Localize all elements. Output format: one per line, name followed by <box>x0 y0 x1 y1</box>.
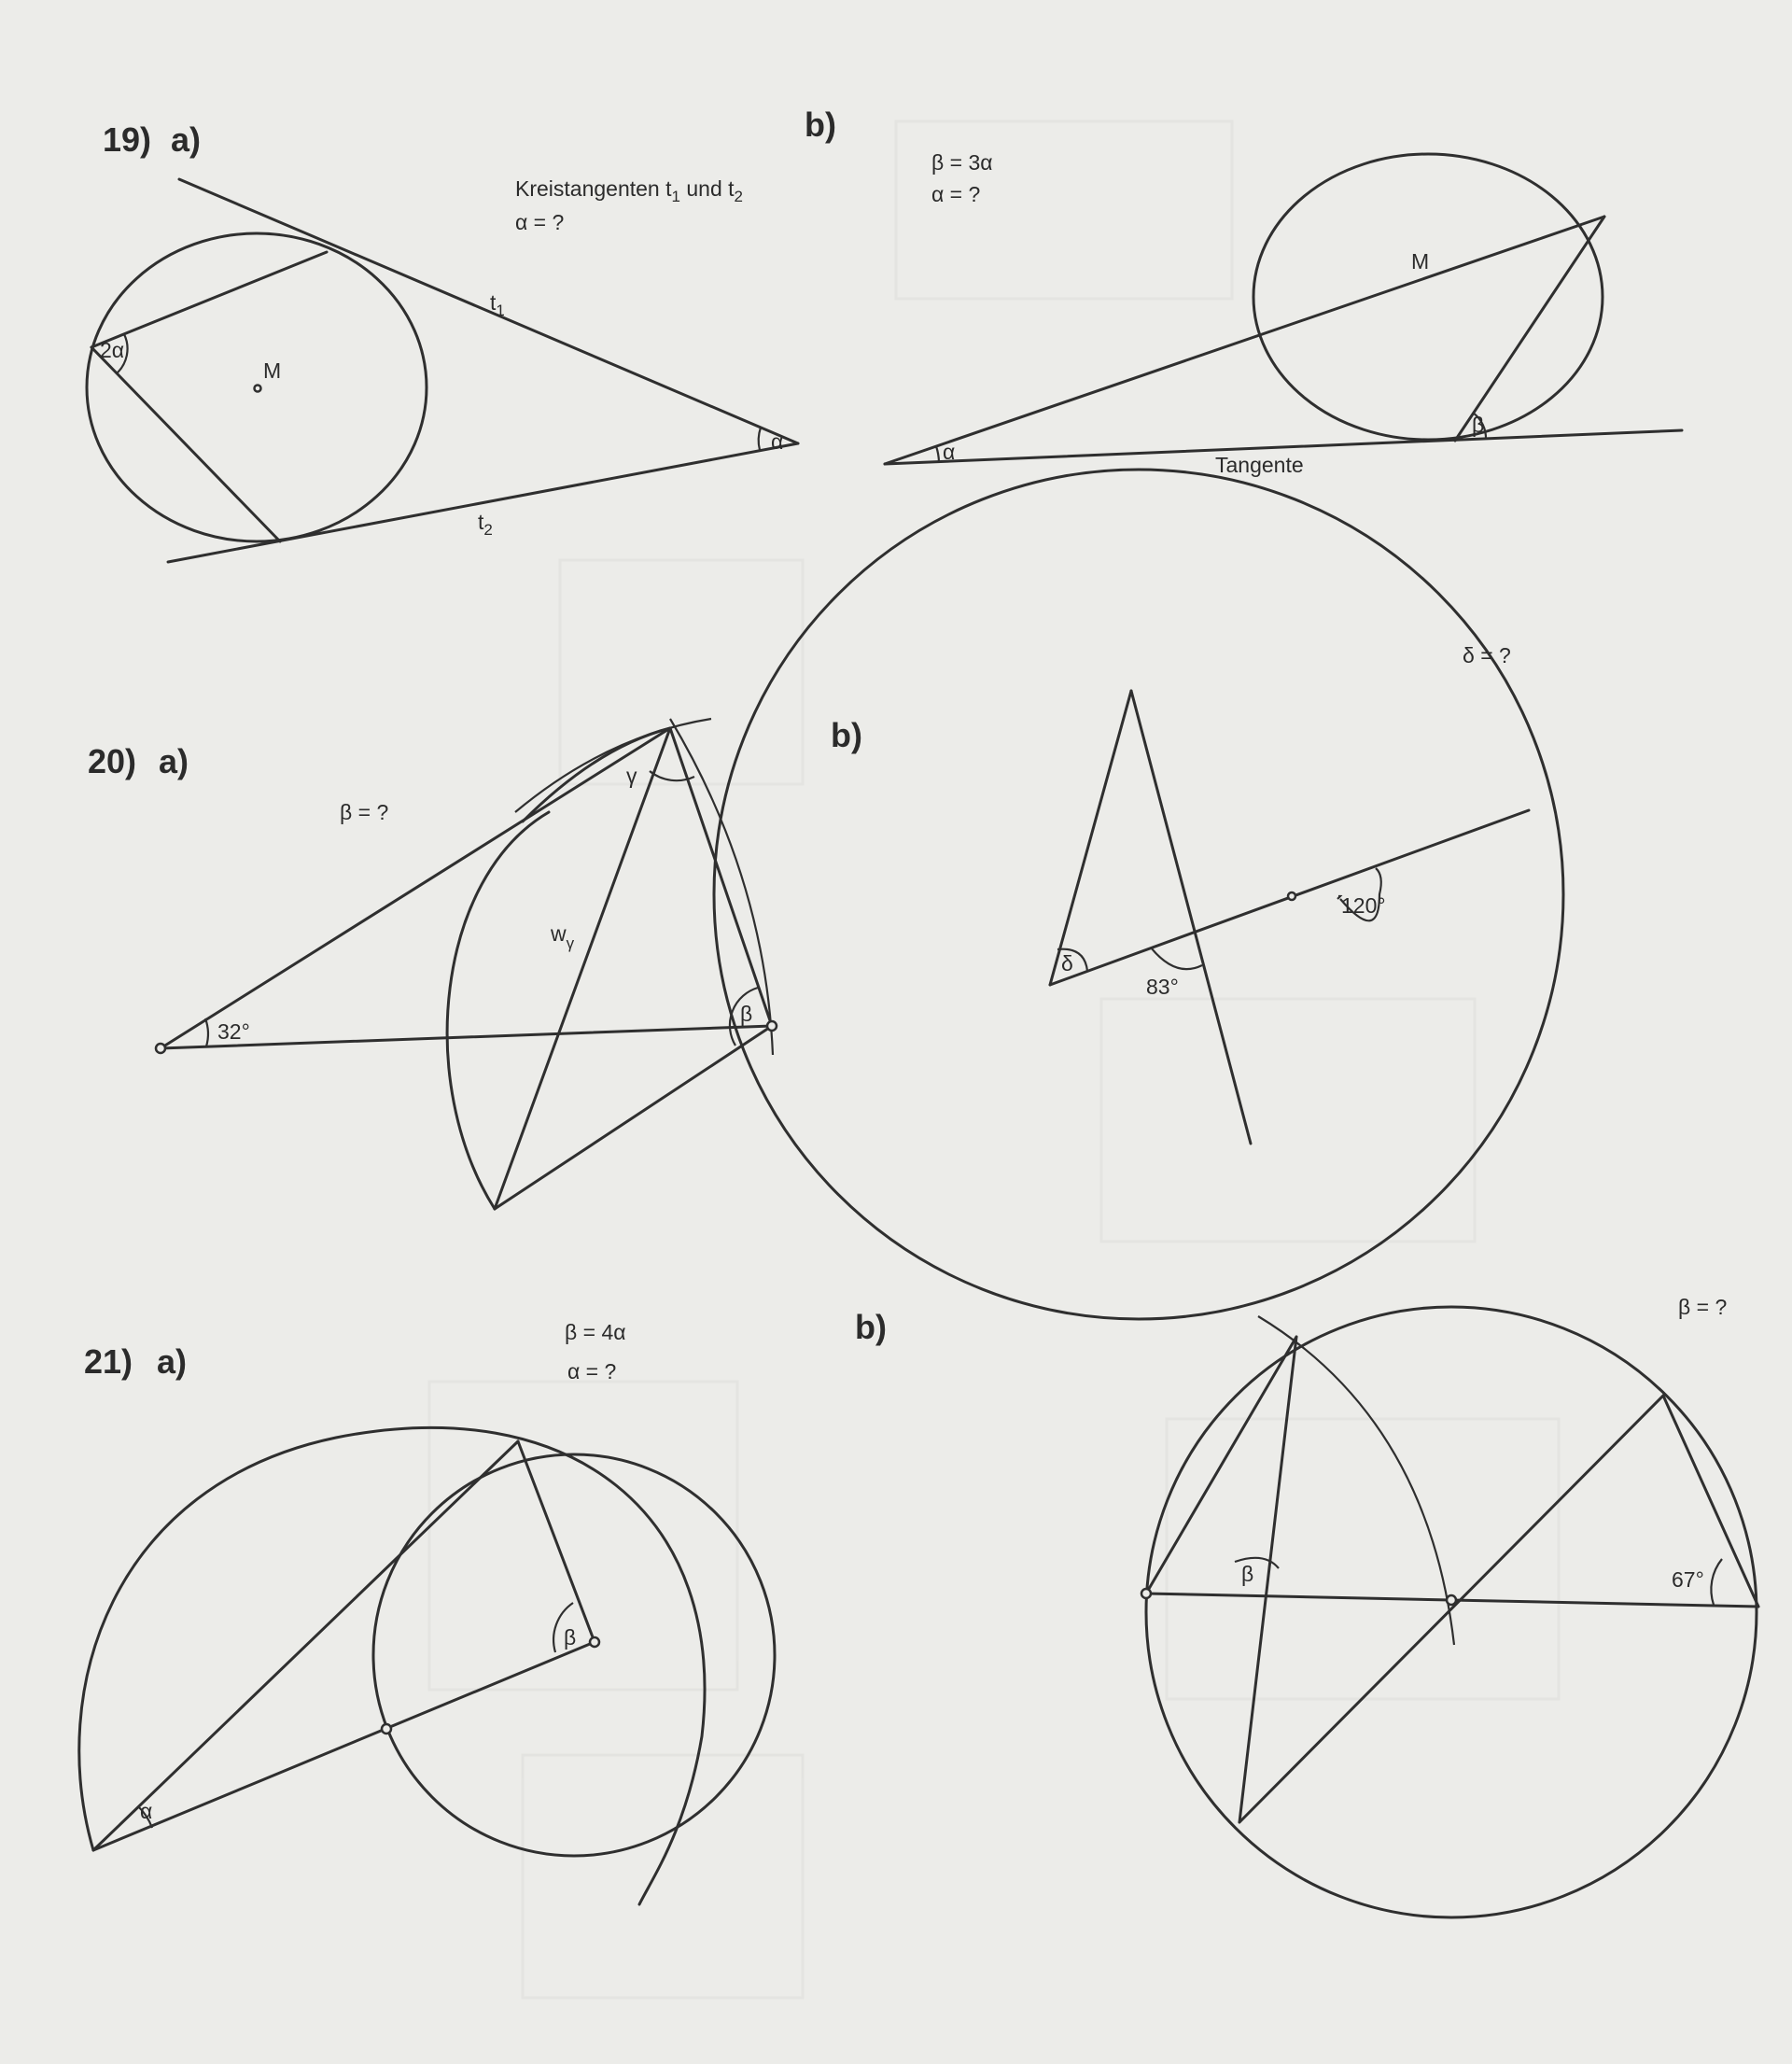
angle-arc-32 <box>205 1018 208 1046</box>
secant-20a <box>161 728 670 1048</box>
chord-19a-lower <box>91 347 280 541</box>
bisector-w-gamma <box>495 728 670 1209</box>
circle-21a <box>373 1454 775 1856</box>
side-20a-bottom <box>495 1026 772 1209</box>
side-20a-right <box>670 728 772 1026</box>
task-19 <box>87 105 1682 562</box>
question-21b: β = ? <box>1678 1295 1728 1319</box>
chord-21b-top-left <box>1146 1337 1296 1594</box>
task-19-part-b-label: b) <box>805 105 836 144</box>
task-20-part-a-label: a) <box>159 742 189 780</box>
task-20-number: 20) <box>88 742 137 780</box>
given-19b: β = 3α <box>931 150 993 175</box>
radius-21a <box>518 1441 595 1642</box>
task-20 <box>88 470 1563 1319</box>
figure-19a <box>87 179 798 562</box>
circle-arc-20a <box>447 812 549 1209</box>
question-20a: β = ? <box>340 800 389 824</box>
given-21a: β = 4α <box>565 1320 626 1344</box>
angle-arc-alpha-19a <box>759 428 761 450</box>
chord-19b <box>1455 217 1604 441</box>
tangent-label-t1: $t_1$ <box>490 290 505 319</box>
chord-21a-long <box>93 1441 518 1850</box>
angle-arc-120 <box>1337 896 1340 899</box>
tangent-t2 <box>168 443 798 562</box>
task-21-part-b-label: b) <box>855 1308 887 1346</box>
figure-20a <box>156 719 777 1209</box>
question-21a: α = ? <box>567 1359 617 1383</box>
task-21 <box>79 1295 1758 1917</box>
angle-arc-83 <box>1151 948 1202 969</box>
angle-label-alpha-19b: α <box>943 440 956 464</box>
figure-21b <box>1141 1307 1758 1917</box>
task-21-part-a-label: a) <box>157 1342 188 1381</box>
large-arc-21a <box>79 1427 705 1904</box>
angle-label-gamma: γ <box>626 764 637 788</box>
angle-label-alpha-19a: α <box>771 429 784 454</box>
given-tangents-label: Kreistangenten $t_1$ und $t_2$ <box>515 176 743 205</box>
center-label-19a: M <box>263 358 282 383</box>
task-19-number: 19) <box>103 120 152 159</box>
bleed-through-background <box>429 121 1559 1998</box>
angle-label-beta-20a: β <box>740 1002 753 1026</box>
angle-arc-alpha-19b <box>936 446 939 462</box>
task-19-part-a-label: a) <box>171 120 202 159</box>
center-label-19b: M <box>1411 249 1430 274</box>
bisector-label: $w_\gamma$ <box>551 921 575 952</box>
question-20b: δ = ? <box>1463 643 1511 667</box>
point-21b-left <box>1141 1589 1151 1598</box>
figure-21a <box>79 1427 775 1904</box>
angle-label-alpha-21a: α <box>140 1799 153 1823</box>
diameter-21b-diagonal <box>1239 1396 1663 1822</box>
angle-label-2alpha: 2α <box>100 338 125 362</box>
task-20-part-b-label: b) <box>831 716 862 754</box>
angle-label-67: 67° <box>1672 1567 1704 1592</box>
angle-label-83: 83° <box>1146 975 1179 999</box>
figure-19b <box>885 154 1682 464</box>
angle-label-beta-21b: β <box>1241 1562 1254 1586</box>
angle-arc-67 <box>1711 1559 1722 1605</box>
tangent-t1 <box>179 179 798 443</box>
line-21a-to-center <box>93 1642 595 1850</box>
angle-label-beta-19b: β <box>1472 413 1485 437</box>
chord-19a-upper <box>91 252 327 347</box>
figure-20b <box>714 470 1563 1319</box>
question-19a: α = ? <box>515 210 565 234</box>
question-19b: α = ? <box>931 182 981 206</box>
circle-20b <box>714 470 1563 1319</box>
angle-label-120: 120° <box>1341 893 1386 918</box>
intersection-point-21a <box>382 1724 391 1734</box>
tangent-label-t2: $t_2$ <box>478 510 493 539</box>
center-point-20b <box>1288 892 1295 900</box>
vertex-left-20a <box>156 1044 165 1053</box>
tangent-label-19b: Tangente <box>1215 453 1304 477</box>
angle-label-32: 32° <box>217 1019 250 1044</box>
chord-20b-left <box>1050 691 1131 985</box>
center-point-21a <box>590 1637 599 1647</box>
vertex-right-20a <box>767 1021 777 1031</box>
angle-label-delta: δ <box>1061 951 1073 976</box>
angle-label-beta-21a: β <box>564 1625 577 1650</box>
horizontal-line-20a <box>161 1026 772 1048</box>
task-21-number: 21) <box>84 1342 133 1381</box>
center-point-M <box>255 386 261 392</box>
center-point-21b <box>1447 1595 1456 1605</box>
